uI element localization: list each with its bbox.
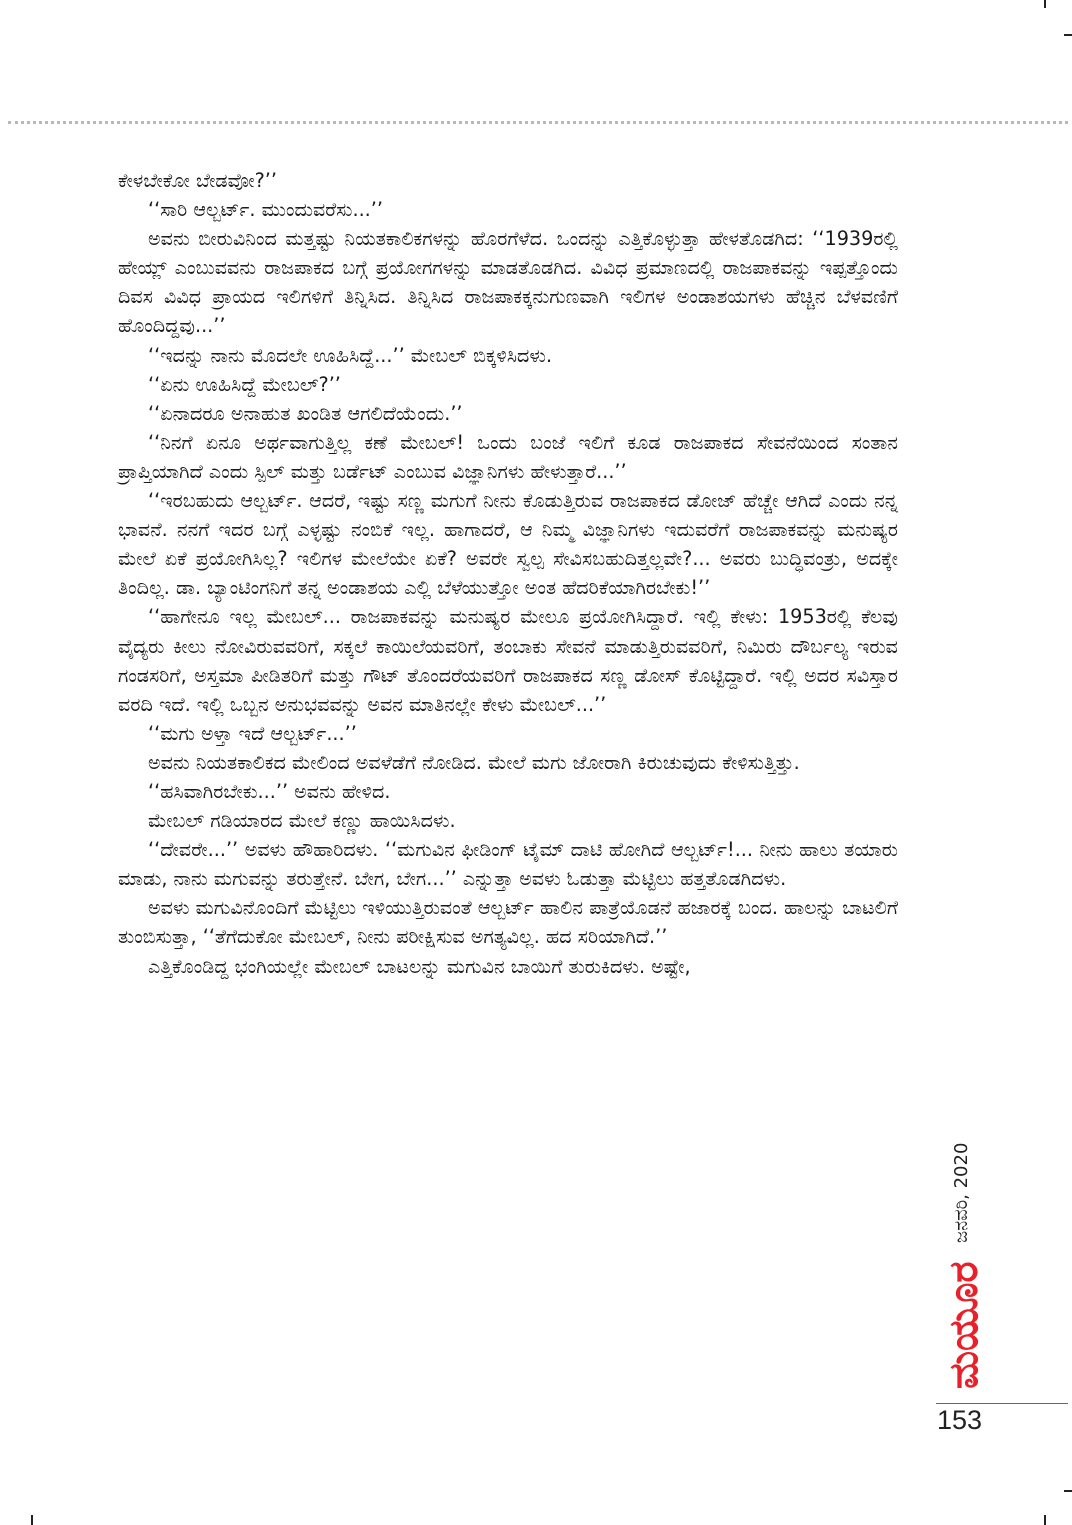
article-paragraph: ‘‘ಇರಬಹುದು ಆಲ್ಬರ್ಟ್. ಆದರೆ, ಇಷ್ಟು ಸಣ್ಣ ಮಗುಗೆ ನೀನು ಕೊಡುತ್ತಿರುವ ರಾಜಪಾಕದ ಡೋಜ್ ಹೆಚ್ಚೇ ಆಗಿದೆ ಎಂದು ನನ್ನ ಭಾವನೆ. ನನಗೆ ಇದರ ಬಗ್ಗೆ ಎಳ್ಳಷ್ಟು ನಂಬಿಕೆ ಇಲ್ಲ. ಹಾಗಾದರೆ, ಆ ನಿಮ್ಮ ವಿಜ್ಞಾನಿಗಳು ಇದುವರೆಗೆ ರಾಜಪಾಕವನ್ನು ಮನುಷ್ಯರ ಮೇಲೆ ಏಕೆ ಪ್ರಯೋಗಿಸಿಲ್ಲ? ಇಲಿಗಳ ಮೇಲೆಯೇ ಏಕೆ? ಅವರೇ ಸ್ವಲ್ಪ ಸೇವಿಸಬಹುದಿತ್ತಲ್ಲವೇ?... ಅವರು ಬುದ್ಧಿವಂತ್ರು, ಅದಕ್ಕೇ ತಿಂದಿಲ್ಲ. ಡಾ. ಬ್ಯಾಂಟಿಂಗನಿಗೆ ತನ್ನ ಅಂಡಾಶಯ ಎಲ್ಲಿ ಬೆಳೆಯುತ್ತೋ ಅಂತ ಹೆದರಿಕೆಯಾಗಿರಬೇಕು!’’ <box>118 489 898 600</box>
article-paragraph: ‘‘ಸಾರಿ ಆಲ್ಬರ್ಟ್. ಮುಂದುವರೆಸು...’’ <box>148 198 383 222</box>
crop-mark-top-right <box>1044 0 1046 8</box>
article-paragraph: ಮೇಬಲ್ ಗಡಿಯಾರದ ಮೇಲೆ ಕಣ್ಣು ಹಾಯಿಸಿದಳು. <box>148 809 456 833</box>
crop-mark-right-top <box>1064 34 1072 36</box>
crop-mark-bottom-right <box>1044 1515 1046 1525</box>
article-paragraph: ‘‘ಹಾಗೇನೂ ಇಲ್ಲ ಮೇಬಲ್... ರಾಜಪಾಕವನ್ನು ಮನುಷ್ಯರ ಮೇಲೂ ಪ್ರಯೋಗಿಸಿದ್ದಾರೆ. ಇಲ್ಲಿ ಕೇಳು: 1953ರಲ್ಲಿ ಕೆಲವು ವೈದ್ಯರು ಕೀಲು ನೋವಿರುವವರಿಗೆ, ಸಕ್ಕಲೆ ಕಾಯಿಲೆಯವರಿಗೆ, ತಂಬಾಕು ಸೇವನೆ ಮಾಡುತ್ತಿರುವವರಿಗೆ, ನಿಮಿರು ದೌರ್ಬಲ್ಯ ಇರುವ ಗಂಡಸರಿಗೆ, ಅಸ್ತಮಾ ಪೀಡಿತರಿಗೆ ಮತ್ತು ಗೌಟ್ ತೊಂದರೆಯವರಿಗೆ ರಾಜಪಾಕದ ಸಣ್ಣ ಡೋಸ್ ಕೊಟ್ಟಿದ್ದಾರೆ. ಇಲ್ಲಿ ಅದರ ಸವಿಸ್ತಾರ ವರದಿ ಇದೆ. ಇಲ್ಲಿ ಒಬ್ಬನ ಅನುಭವವನ್ನು ಅವನ ಮಾತಿನಲ್ಲೇ ಕೇಳು ಮೇಬಲ್...’’ <box>118 605 898 716</box>
magazine-logo: ಮಯೂರ <box>941 1261 987 1389</box>
article-paragraph: ‘‘ಏನಾದರೂ ಅನಾಹುತ ಖಂಡಿತ ಆಗಲಿದೆಯೆಂದು.’’ <box>148 401 463 425</box>
article-paragraph: ‘‘ಇದನ್ನು ನಾನು ಮೊದಲೇ ಊಹಿಸಿದ್ದೆ...’’ ಮೇಬಲ್ ಬಿಕ್ಕಳಿಸಿದಳು. <box>148 343 553 367</box>
article-paragraph: ಎತ್ತಿಕೊಂಡಿದ್ದ ಭಂಗಿಯಲ್ಲೇ ಮೇಬಲ್ ಬಾಟಲನ್ನು ಮಗುವಿನ ಬಾಯಿಗೆ ತುರುಕಿದಳು. ಅಷ್ಟೇ, <box>148 954 691 978</box>
crop-mark-bottom-left <box>31 1515 33 1525</box>
issue-date: ಜನವರಿ, 2020 <box>951 1142 972 1243</box>
article-paragraph: ಅವನು ಬೀರುವಿನಿಂದ ಮತ್ತಷ್ಟು ನಿಯತಕಾಲಿಕಗಳನ್ನು ಹೊರಗೆಳೆದ. ಒಂದನ್ನು ಎತ್ತಿಕೊಳ್ಳುತ್ತಾ ಹೇಳತೊಡಗಿದ: ‘‘1939ರಲ್ಲಿ ಹೇಯ್ಲ್ ಎಂಬುವವನು ರಾಜಪಾಕದ ಬಗ್ಗೆ ಪ್ರಯೋಗಗಳನ್ನು ಮಾಡತೊಡಗಿದ. ವಿವಿಧ ಪ್ರಮಾಣದಲ್ಲಿ ರಾಜಪಾಕವನ್ನು ಇಪ್ಪತ್ತೊಂದು ದಿವಸ ವಿವಿಧ ಪ್ರಾಯದ ಇಲಿಗಳಿಗೆ ತಿನ್ನಿಸಿದ. ತಿನ್ನಿಸಿದ ರಾಜಪಾಕಕ್ಕನುಗುಣವಾಗಿ ಇಲಿಗಳ ಅಂಡಾಶಯಗಳು ಹೆಚ್ಚಿನ ಬೆಳವಣಿಗೆ ಹೊಂದಿದ್ದವು...’’ <box>118 227 898 338</box>
page-number: 153 <box>937 1405 983 1435</box>
article-paragraph: ‘‘ದೇವರೇ...’’ ಅವಳು ಹೌಹಾರಿದಳು. ‘‘ಮಗುವಿನ ಫೀಡಿಂಗ್ ಟೈಮ್ ದಾಟಿ ಹೋಗಿದೆ ಆಲ್ಬರ್ಟ್!... ನೀನು ಹಾಲು ತಯಾರು ಮಾಡು, ನಾನು ಮಗುವನ್ನು ತರುತ್ತೇನೆ. ಬೇಗ, ಬೇಗ...’’ ಎನ್ನುತ್ತಾ ಅವಳು ಓಡುತ್ತಾ ಮೆಟ್ಟಿಲು ಹತ್ತತೊಡಗಿದಳು. <box>118 838 898 891</box>
article-paragraph: ‘‘ಮಗು ಅಳ್ತಾ ಇದೆ ಆಲ್ಬರ್ಟ್...’’ <box>148 721 357 745</box>
header-dotted-rule <box>8 121 1068 124</box>
article-paragraph: ‘‘ಏನು ಊಹಿಸಿದ್ದೆ ಮೇಬಲ್?’’ <box>148 372 341 396</box>
crop-mark-right-bottom <box>1064 1490 1072 1492</box>
article-paragraph: ‘‘ಹಸಿವಾಗಿರಬೇಕು...’’ ಅವನು ಹೇಳಿದ. <box>148 779 391 803</box>
article-paragraph: ‘‘ನಿನಗೆ ಏನೂ ಅರ್ಥವಾಗುತ್ತಿಲ್ಲ ಕಣೆ ಮೇಬಲ್! ಒಂದು ಬಂಜೆ ಇಲಿಗೆ ಕೂಡ ರಾಜಪಾಕದ ಸೇವನೆಯಿಂದ ಸಂತಾನ ಪ್ರಾಪ್ತಿಯಾಗಿದೆ ಎಂದು ಸ್ಪಿಲ್ ಮತ್ತು ಬರ್ಡೆಟ್ ಎಂಬುವ ವಿಜ್ಞಾನಿಗಳು ಹೇಳುತ್ತಾರೆ...’’ <box>118 430 898 483</box>
article-body <box>118 166 898 981</box>
article-paragraph: ಅವಳು ಮಗುವಿನೊಂದಿಗೆ ಮೆಟ್ಟಿಲು ಇಳಿಯುತ್ತಿರುವಂತೆ ಆಲ್ಬರ್ಟ್ ಹಾಲಿನ ಪಾತ್ರೆಯೊಡನೆ ಹಜಾರಕ್ಕೆ ಬಂದ. ಹಾಲನ್ನು ಬಾಟಲಿಗೆ ತುಂಬಿಸುತ್ತಾ, ‘‘ತೆಗೆದುಕೋ ಮೇಬಲ್, ನೀನು ಪರೀಕ್ಷಿಸುವ ಅಗತ್ಯವಿಲ್ಲ. ಹದ ಸರಿಯಾಗಿದೆ.’’ <box>118 896 898 949</box>
article-paragraph: ಅವನು ನಿಯತಕಾಲಿಕದ ಮೇಲಿಂದ ಅವಳೆಡೆಗೆ ನೋಡಿದ. ಮೇಲೆ ಮಗು ಜೋರಾಗಿ ಕಿರುಚುವುದು ಕೇಳಿಸುತ್ತಿತ್ತು. <box>148 750 800 774</box>
article-paragraph: ಕೇಳಬೇಕೋ ಬೇಡವೋ?’’ <box>118 169 277 192</box>
